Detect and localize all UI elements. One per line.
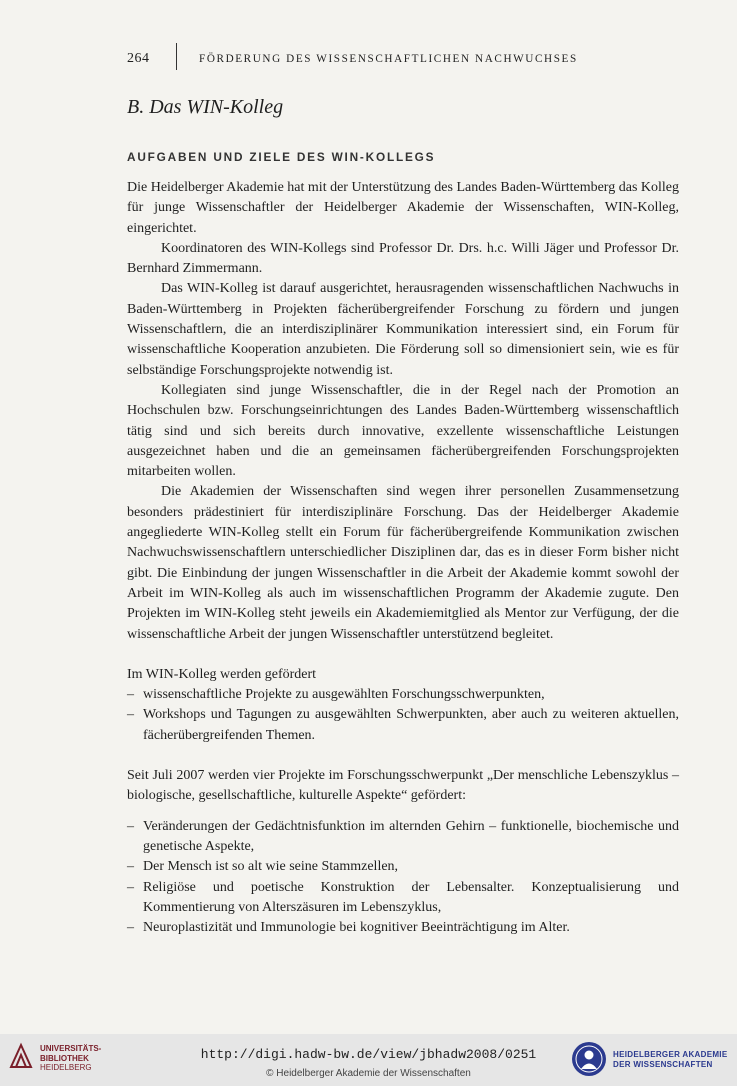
header-divider xyxy=(176,43,177,70)
list-item: – Veränderungen der Gedächtnisfunktion im alternden Gehirn – funktionelle, biochemische und genetische Aspekte, xyxy=(127,817,679,858)
spacer xyxy=(127,645,679,665)
running-header xyxy=(127,48,687,74)
academy-name[interactable] xyxy=(613,1050,727,1070)
paragraph: Die Akademien der Wissenschaften sind wegen ihrer personellen Zusammensetzung besonders prädestiniert für interdisziplinäre Forschung. Das der Heidelberger Akademie angegliederte WIN-Kolleg stellt ein Forum für fächerübergreifende Kommunikation zwischen Nachwuchswissenschaftlern unterschiedlicher Disziplinen dar, das es in dieser Form bisher nicht gibt. Die Einbindung der jungen Wissenschaftler in die Arbeit der Akademie kommt sowohl der Arbeit im WIN-Kolleg als auch im wissenschaftlichen Programm der Akademie zugute. Den Projekten im WIN-Kolleg steht jeweils ein Akademiemitglied als Mentor zur Verfügung, der die wissenschaftliche Arbeit der jungen Wissenschaftler unterstützend begleitet. xyxy=(127,484,679,642)
library-line: HEIDELBERG xyxy=(40,1063,92,1072)
academy-seal-icon[interactable] xyxy=(571,1041,607,1077)
list-item: – wissenschaftliche Projekte zu ausgewählten Forschungsschwerpunkten, xyxy=(127,685,679,705)
library-line: UNIVERSITÄTS- xyxy=(40,1044,102,1053)
running-title: FÖRDERUNG DES WISSENSCHAFTLICHEN NACHWUCHSES xyxy=(199,53,578,65)
body-text xyxy=(127,178,679,938)
page-number: 264 xyxy=(127,51,150,66)
paragraph: Kollegiaten sind junge Wissenschaftler, die in der Regel nach der Promotion an Hochschulen bzw. Forschungseinrichtungen des Landes Baden-Württemberg wissenschaftlich tätig sind und sich bereits durch innovative, exzellente wissenschaftliche Leistungen ausgezeichnet haben und die an gemeinsamen fächerübergreifenden Forschungsprojekten mitarbeiten wollen. xyxy=(127,382,679,480)
subheading: AUFGABEN UND ZIELE DES WIN-KOLLEGS xyxy=(127,150,436,164)
section-title: B. Das WIN-Kolleg xyxy=(127,96,284,118)
projects-list xyxy=(127,817,679,939)
library-line: BIBLIOTHEK xyxy=(40,1053,89,1063)
spacer xyxy=(127,746,679,766)
spacer xyxy=(127,807,679,817)
list-item: – Neuroplastizität und Immunologie bei kognitiver Beeinträchtigung im Alter. xyxy=(127,918,679,938)
list-item: – Workshops und Tagungen zu ausgewählten Schwerpunkten, aber auch zu weiteren aktuellen, fächerübergreifenden Themen. xyxy=(127,705,679,746)
copyright-notice: © Heidelberger Akademie der Wissenschaften xyxy=(266,1068,471,1079)
academy-line: DER WISSENSCHAFTEN xyxy=(613,1060,713,1069)
digitization-footer xyxy=(0,1034,737,1086)
paragraph: Die Heidelberger Akademie hat mit der Unterstützung des Landes Baden-Württemberg das Kolleg für junge Wissenschaftler der Heidelberger Akademie der Wissenschaften, WIN-Kolleg, eingerichtet. xyxy=(127,180,679,236)
projects-intro: Seit Juli 2007 werden vier Projekte im Forschungsschwerpunkt „Der menschliche Lebenszyklus – biologische, gesellschaftliche, kulturelle Aspekte“ gefördert: xyxy=(127,768,679,804)
list-item: – Religiöse und poetische Konstruktion der Lebensalter. Konzeptualisierung und Kommentierung von Alterszäsuren im Lebenszyklus, xyxy=(127,878,679,919)
paragraph: Das WIN-Kolleg ist darauf ausgerichtet, herausragenden wissenschaftlichen Nachwuchs in Baden-Württemberg in Projekten fächerübergreifender Forschung zu fördern und jungen Wissenschaftlern, die an interdisziplinärer Kommunikation interessiert sind, ein Forum für wissenschaftliche Kooperation anzubieten. Die Förderung soll so dimensioniert sein, wie es für selbständige Forschungsprojekte notwendig ist. xyxy=(127,281,679,378)
permalink-url[interactable]: http://digi.hadw-bw.de/view/jbhadw2008/0251 xyxy=(200,1047,537,1062)
list-item: – Der Mensch ist so alt wie seine Stammzellen, xyxy=(127,857,679,877)
funding-intro: Im WIN-Kolleg werden gefördert xyxy=(127,666,317,682)
funding-list xyxy=(127,685,679,746)
paragraph: Koordinatoren des WIN-Kollegs sind Professor Dr. Drs. h.c. Willi Jäger und Professor Dr. Bernhard Zimmermann. xyxy=(127,240,679,277)
academy-line: HEIDELBERGER AKADEMIE xyxy=(613,1050,728,1059)
